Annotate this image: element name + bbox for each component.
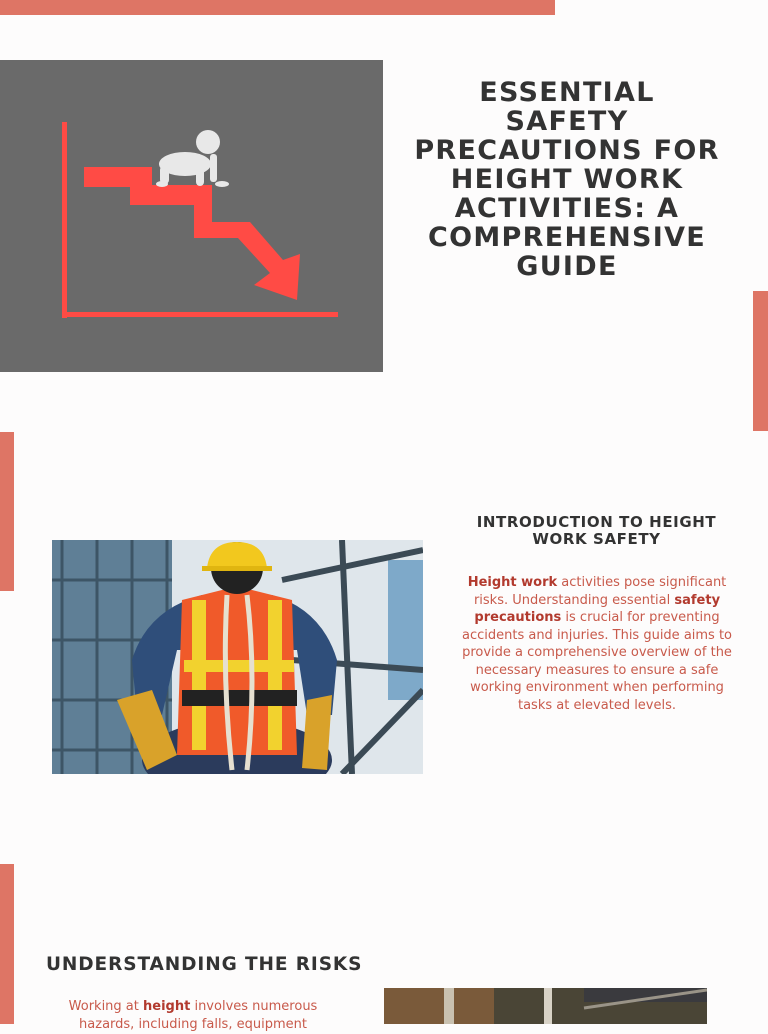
highlight-safety-precautions: safety precautions <box>474 592 721 625</box>
descending-chart-illustration <box>0 60 383 372</box>
intro-text-2: is crucial for preventing accidents and injuries. This guide aims to provide a comprehensive overview of the necessary measures to ensure a safe working environment when performing tasks at elevated levels. <box>461 610 733 713</box>
risks-image <box>384 988 707 1024</box>
risks-heading: UNDERSTANDING THE RISKS <box>46 954 363 975</box>
risks-paragraph <box>50 998 336 1034</box>
risks-text-2: involves numerous hazards, including falls, equipment <box>79 999 318 1032</box>
risks-photo-illustration <box>384 988 707 1024</box>
right-accent-bar <box>753 291 768 431</box>
highlight-height-work: Height work <box>467 575 558 590</box>
left-accent-bar <box>0 432 14 591</box>
intro-heading: INTRODUCTION TO HEIGHT WORK SAFETY <box>476 513 717 548</box>
hero-image <box>0 60 383 372</box>
intro-text-1: activities pose significant risks. Understanding essential <box>473 575 727 608</box>
page-title: ESSENTIAL SAFETY PRECAUTIONS FOR HEIGHT WORK ACTIVITIES: A COMPREHENSIVE GUIDE <box>414 77 720 282</box>
risks-text-1: Working at <box>68 999 144 1014</box>
worker-image <box>52 540 423 774</box>
top-accent-bar <box>0 0 555 15</box>
left-accent-bar-lower <box>0 864 14 1024</box>
intro-paragraph <box>452 574 742 714</box>
highlight-height: height <box>143 999 191 1014</box>
height-worker-illustration <box>52 540 423 774</box>
